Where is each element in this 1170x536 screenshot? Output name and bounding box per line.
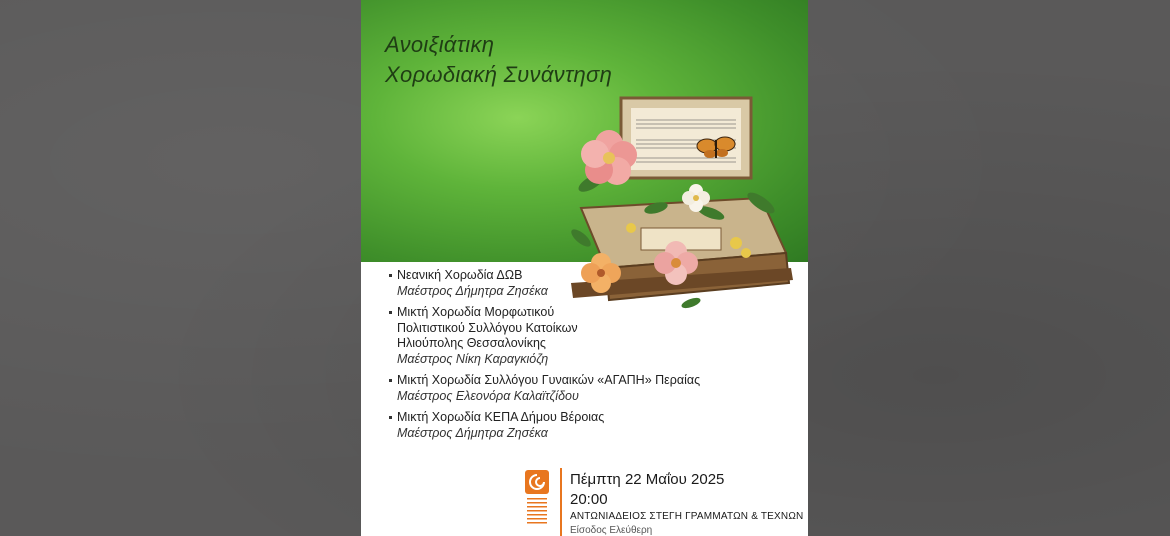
choir-name: Μικτή Χορωδία ΚΕΠΑ Δήμου Βέροιας [397,410,605,424]
event-details [570,470,803,536]
choir-name: Μικτή Χορωδία Μορφωτικού [397,305,555,319]
orange-swirl-logo [525,470,549,536]
choir-name: Μικτή Χορωδία Συλλόγου Γυναικών «ΑΓΑΠΗ» Περαίας [397,373,701,387]
choir-name: Ηλιούπολης Θεσσαλονίκης [397,336,546,350]
choir-name: Νεανική Χορωδία ΔΩΒ [397,268,523,282]
box-lid [621,98,751,178]
footer-divider [560,468,562,536]
title-line-1: Ανοιξιάτικη [385,32,495,57]
event-venue: ΑΝΤΩΝΙΑΔΕΙΟΣ ΣΤΕΓΗ ΓΡΑΜΜΑΤΩΝ & ΤΕΧΝΩΝ [570,511,804,522]
list-item [389,373,700,404]
choir-maestro: Μαέστρος Ελεονόρα Καλαϊτζίδου [397,388,579,403]
event-time: 20:00 [570,491,608,508]
choir-maestro: Μαέστρος Δήμητρα Ζησέκα [397,283,548,298]
choir-list [389,268,700,447]
choir-maestro: Μαέστρος Δήμητρα Ζησέκα [397,425,548,440]
event-entry: Είσοδος Ελεύθερη [570,525,653,536]
choir-maestro: Μαέστρος Νίκη Καραγκιόζη [397,351,549,366]
list-item [389,305,700,367]
event-poster [361,0,808,536]
title-line-2: Χορωδιακή Συνάντηση [385,62,613,87]
event-date: Πέμπτη 22 Μαΐου 2025 [570,471,725,488]
poster-title [385,30,612,90]
list-item [389,410,700,441]
list-item [389,268,700,299]
choir-name: Πολιτιστικού Συλλόγου Κατοίκων [397,320,578,335]
